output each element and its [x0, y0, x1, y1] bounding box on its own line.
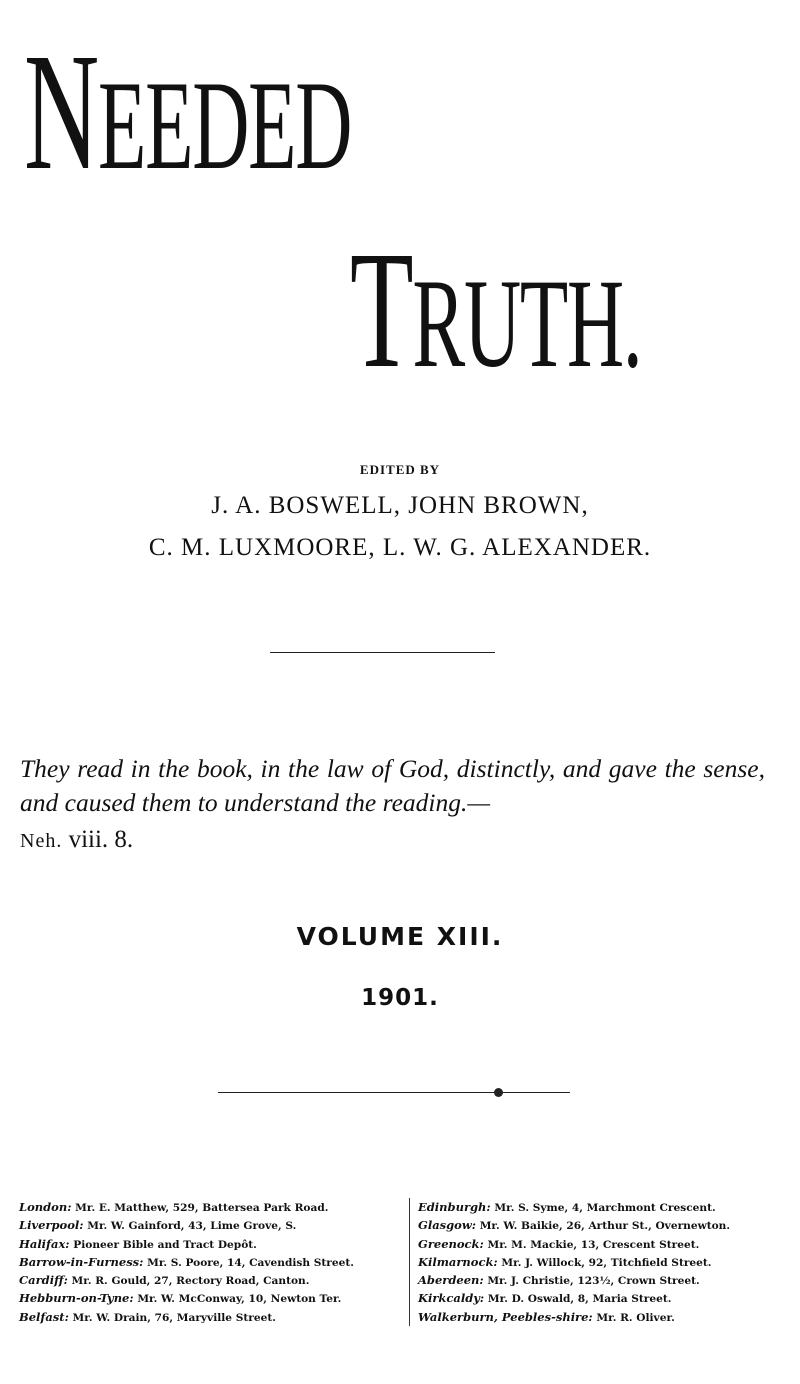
agent-entry: Belfast: Mr. W. Drain, 76, Maryville Street. [19, 1309, 276, 1324]
agent-entry: Kirkcaldy: Mr. D. Oswald, 8, Maria Street. [418, 1291, 672, 1306]
agent-entry: Halifax: Pioneer Bible and Tract Depôt. [19, 1236, 257, 1251]
agent-entry: Cardiff: Mr. R. Gould, 27, Rectory Road, Canton. [19, 1273, 310, 1288]
volume-label: VOLUME XIII. [296, 922, 504, 951]
divider-ornament-icon [494, 1088, 503, 1097]
reference-verse: viii. 8. [68, 826, 134, 853]
editors-line-1: J. A. BOSWELL, JOHN BROWN, [211, 492, 589, 519]
agent-entry: Glasgow: Mr. W. Baikie, 26, Arthur St., Overnewton. [418, 1218, 731, 1233]
title-line-truth: TRUTH. [350, 217, 642, 403]
agent-entry: Aberdeen: Mr. J. Christie, 123½, Crown Street. [418, 1273, 700, 1288]
epigraph-quote: They read in the book, in the law of God, distinctly, and gave the sense, and caused them to understand the reading.— [20, 754, 765, 817]
divider-rule-top [270, 652, 495, 653]
reference-book: Neh. [20, 830, 63, 852]
agent-entry: London: Mr. E. Matthew, 529, Battersea Park Road. [19, 1200, 329, 1214]
edited-by-label: EDITED BY [359, 462, 441, 477]
divider-rule-bottom [218, 1092, 570, 1093]
year-label: 1901. [361, 985, 439, 1011]
agent-entry: Walkerburn, Peebles-shire: Mr. R. Oliver. [418, 1309, 675, 1324]
epigraph-reference [20, 826, 133, 854]
agent-entry: Kilmarnock: Mr. J. Willock, 92, Titchfield Street. [418, 1254, 712, 1269]
title-line-needed: NEEDED [24, 19, 352, 205]
agents-list-left [19, 1198, 407, 1326]
agent-entry: Liverpool: Mr. W. Gainford, 43, Lime Grove, S. [19, 1218, 297, 1233]
editors-line-2: C. M. LUXMOORE, L. W. G. ALEXANDER. [148, 534, 652, 561]
agent-entry: Edinburgh: Mr. S. Syme, 4, Marchmont Crescent. [418, 1200, 716, 1214]
agent-entry: Greenock: Mr. M. Mackie, 13, Crescent Street. [418, 1236, 700, 1251]
agent-entry: Hebburn-on-Tyne: Mr. W. McConway, 10, Newton Ter. [19, 1291, 342, 1306]
agent-entry: Barrow-in-Furness: Mr. S. Poore, 14, Cavendish Street. [19, 1254, 354, 1269]
agents-list-right [418, 1198, 798, 1326]
agents-column-divider [409, 1198, 410, 1326]
